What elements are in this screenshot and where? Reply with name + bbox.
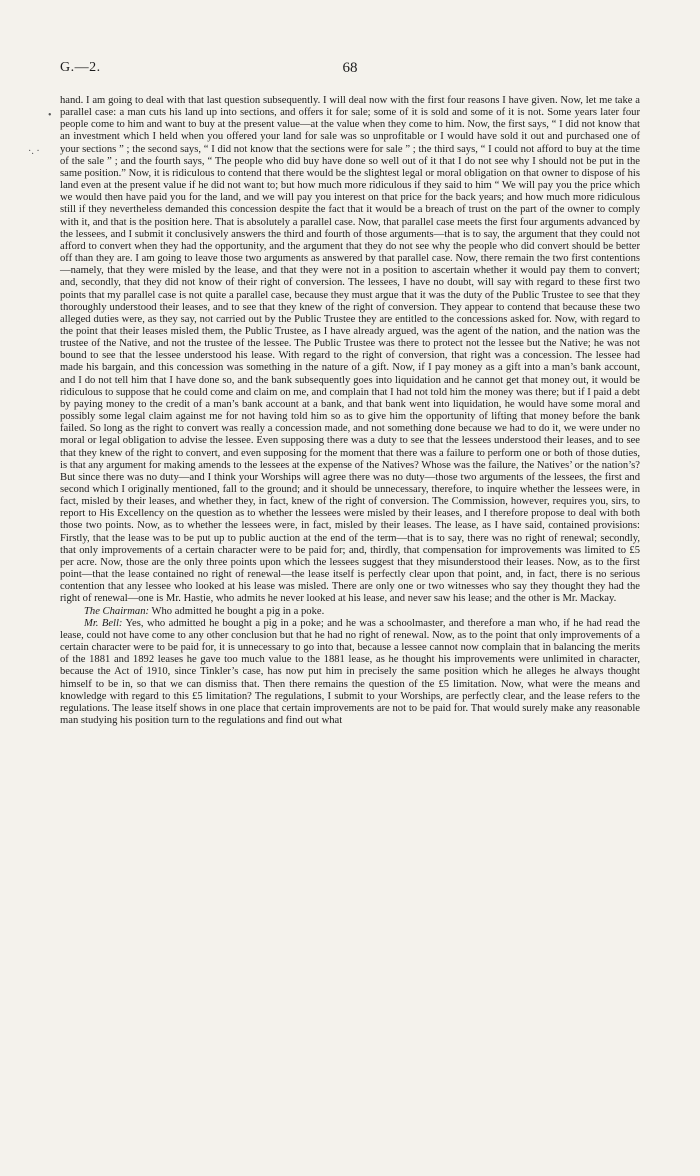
page-number: 68 (342, 60, 358, 76)
speaker-name: Mr. Bell: (84, 617, 123, 629)
paragraph-text: hand. I am going to deal with that last question subsequently. I will deal now with the first four reasons I have given. Now, let me take a parallel case: a man cuts his land up into sections, and offers it for sale; some of it is sold and some of it is not. Some years later four people come to him and want to buy at the present value—at the value when they come to him. Now, the first says, “ I did not know that an investment which I held when you offered your land for sale was so unprofitable or I would have sold it out and purchased one of your sections ” ; the second says, “ I did not know that the sections were for sale ” ; the third says, “ I could not afford to buy at the time of the sale ” ; and the fourth says, “ The people who did buy have done so well out of it that I do not see why I should not be put in the same position.” Now, it is ridiculous to contend that there would be the slightest legal or moral obligation on that owner to dispose of his land even at the present value if he did not want to; but how much more ridiculous if they said to him “ We will pay you the price which we would then have paid you for the land, and we will pay you interest on that price for the back years; and how much more ridiculous still if they nevertheless demanded this concession despite the fact that it would be a breach of trust on the part of the owner to comply with it, and that is the position here. That is absolutely a parallel case. Now, that parallel case meets the first four arguments advanced by the lessees, and I submit it conclusively answers the third and fourth of those arguments—that is to say, the argument that they could not afford to convert when they had the opportunity, and the argument that they do not see why the people who did convert should be better off than they are. I am going to leave those two arguments as answered by that parallel case. Now, there remain the two first contentions—namely, that they were misled by the lease, and that they were not in a position to ascertain whether it would pay them to convert; and, secondly, that they did not know of their right of conversion. The lessees, I have no doubt, will say with regard to these first two points that my parallel case is not quite a parallel case, because they must argue that it was the duty of the Public Trustee to see that they thoroughly understood their leases, and to see that they knew of the right of conversion. They appear to contend that because these two alleged duties were, as they say, not carried out by the Public Trustee they are entitled to the concessions asked for. Now, with regard to the point that their leases misled them, the Public Trustee, as I have already argued, was the agent of the nation, and the nation was the trustee of the Native, and not the trustee of the lessee. The Public Trustee was there to protect not the lessee but the Native; he was not bound to see that the lessee understood his lease. With regard to the right of conversion, that right was a concession. The lessee had made his bargain, and this concession was something in the nature of a gift. Now, if I pay money as a gift into a man’s bank account, and I do not tell him that I have done so, and the bank subsequently goes into liquidation and he cannot get that money out, it would be ridiculous to suppose that he could come and claim on me, and complain that I had not told him the money was there; but if I paid a debt by paying money to the credit of a man’s bank account at a bank, and that bank went into liquidation, he would have some moral and possibly some legal claim against me for not having told him so as to give him the opportunity of lifting that money before the bank failed. So long as the right to convert was really a concession made, and not something done because we had to do it, we were under no moral or legal obligation to advise the lessee. Even supposing there was a duty to see that the lessees understood their leases, and to see that they knew of the right to convert, and even supposing for the moment that there was a failure to perform one or both of those duties, is that any argument for making amends to the lessees at the expense of the Natives? Whose was the failure, the Natives’ or the nation’s? But since there was no duty—and I think your Worships will agree there was no duty—those two arguments of the lessees, the first and second which I originally mentioned, fall to the ground; and it should be unnecessary, therefore, to inquire whether the lessees were, in fact, misled by their leases, and whether they, in fact, knew of the right of conversion. The Commission, however, requires you, sirs, to report to His Excellency on the question as to whether the lessees were misled by their leases, and I therefore propose to deal with both those two points. Now, as to whether the lessees were, in fact, misled by their leases. The lease, as I have said, contained provisions: Firstly, that the lease was to be put up to public auction at the end of the term—that is to say, there was no right of renewal; secondly, that only improvements of a certain character were to be paid for; and, thirdly, that compensation for improvements was limited to £5 per acre. Now, those are the only three points upon which the lessees suggest that they misunderstood their leases. Now, as to the first point—that the lease contained no right of renewal—the lease itself is perfectly clear upon that point, and, in fact, there is no serious contention that any lessee who looked at his lease was misled. There are only one or two witnesses who say they thought they had the right of renewal—one is Mr. Hastie, who admits he never looked at his lease, and never saw his lease; and the other is Mr. Mackay. (60, 95, 640, 605)
paragraph-text: Who admitted he bought a pig in a poke. (151, 605, 325, 617)
paragraph-text: Yes, who admitted he bought a pig in a poke; and he was a schoolmaster, and therefore a man who, if he had read the lease, could not have come to any other conclusion but that he had no right of renewal. Now, as to the point that only improvements of a certain character were to be paid for, it is unnecessary to go into that, because a lessee cannot now complain that in balancing the merits of the 1881 and 1892 leases he gave too much value to the 1881 lease, as he thought his improvements were unlimited in character, because the Act of 1910, since Tinkler’s case, has now put him in precisely the same position which he alleges he always thought himself to be in, so that we can dismiss that. Then there remains the question of the £5 limitation. Now, what were the means and knowledge with regard to this £5 limitation? The regulations, I submit to your Worships, are perfectly clear, and the lease refers to the regulations. The lease itself shows in one place that certain improvements are not to be paid for. That would surely make any reasonable man studying his position turn to the regulations and find out what (60, 617, 640, 726)
margin-mark: • (48, 110, 52, 121)
paragraph-2 (60, 606, 640, 618)
document-body (60, 95, 640, 727)
page-header (60, 60, 640, 82)
paragraph-3 (60, 618, 640, 727)
series-reference: G.—2. (60, 60, 101, 75)
margin-mark: ·. · (28, 146, 40, 157)
paragraph-1 (60, 95, 640, 606)
speaker-name: The Chairman: (84, 605, 150, 617)
